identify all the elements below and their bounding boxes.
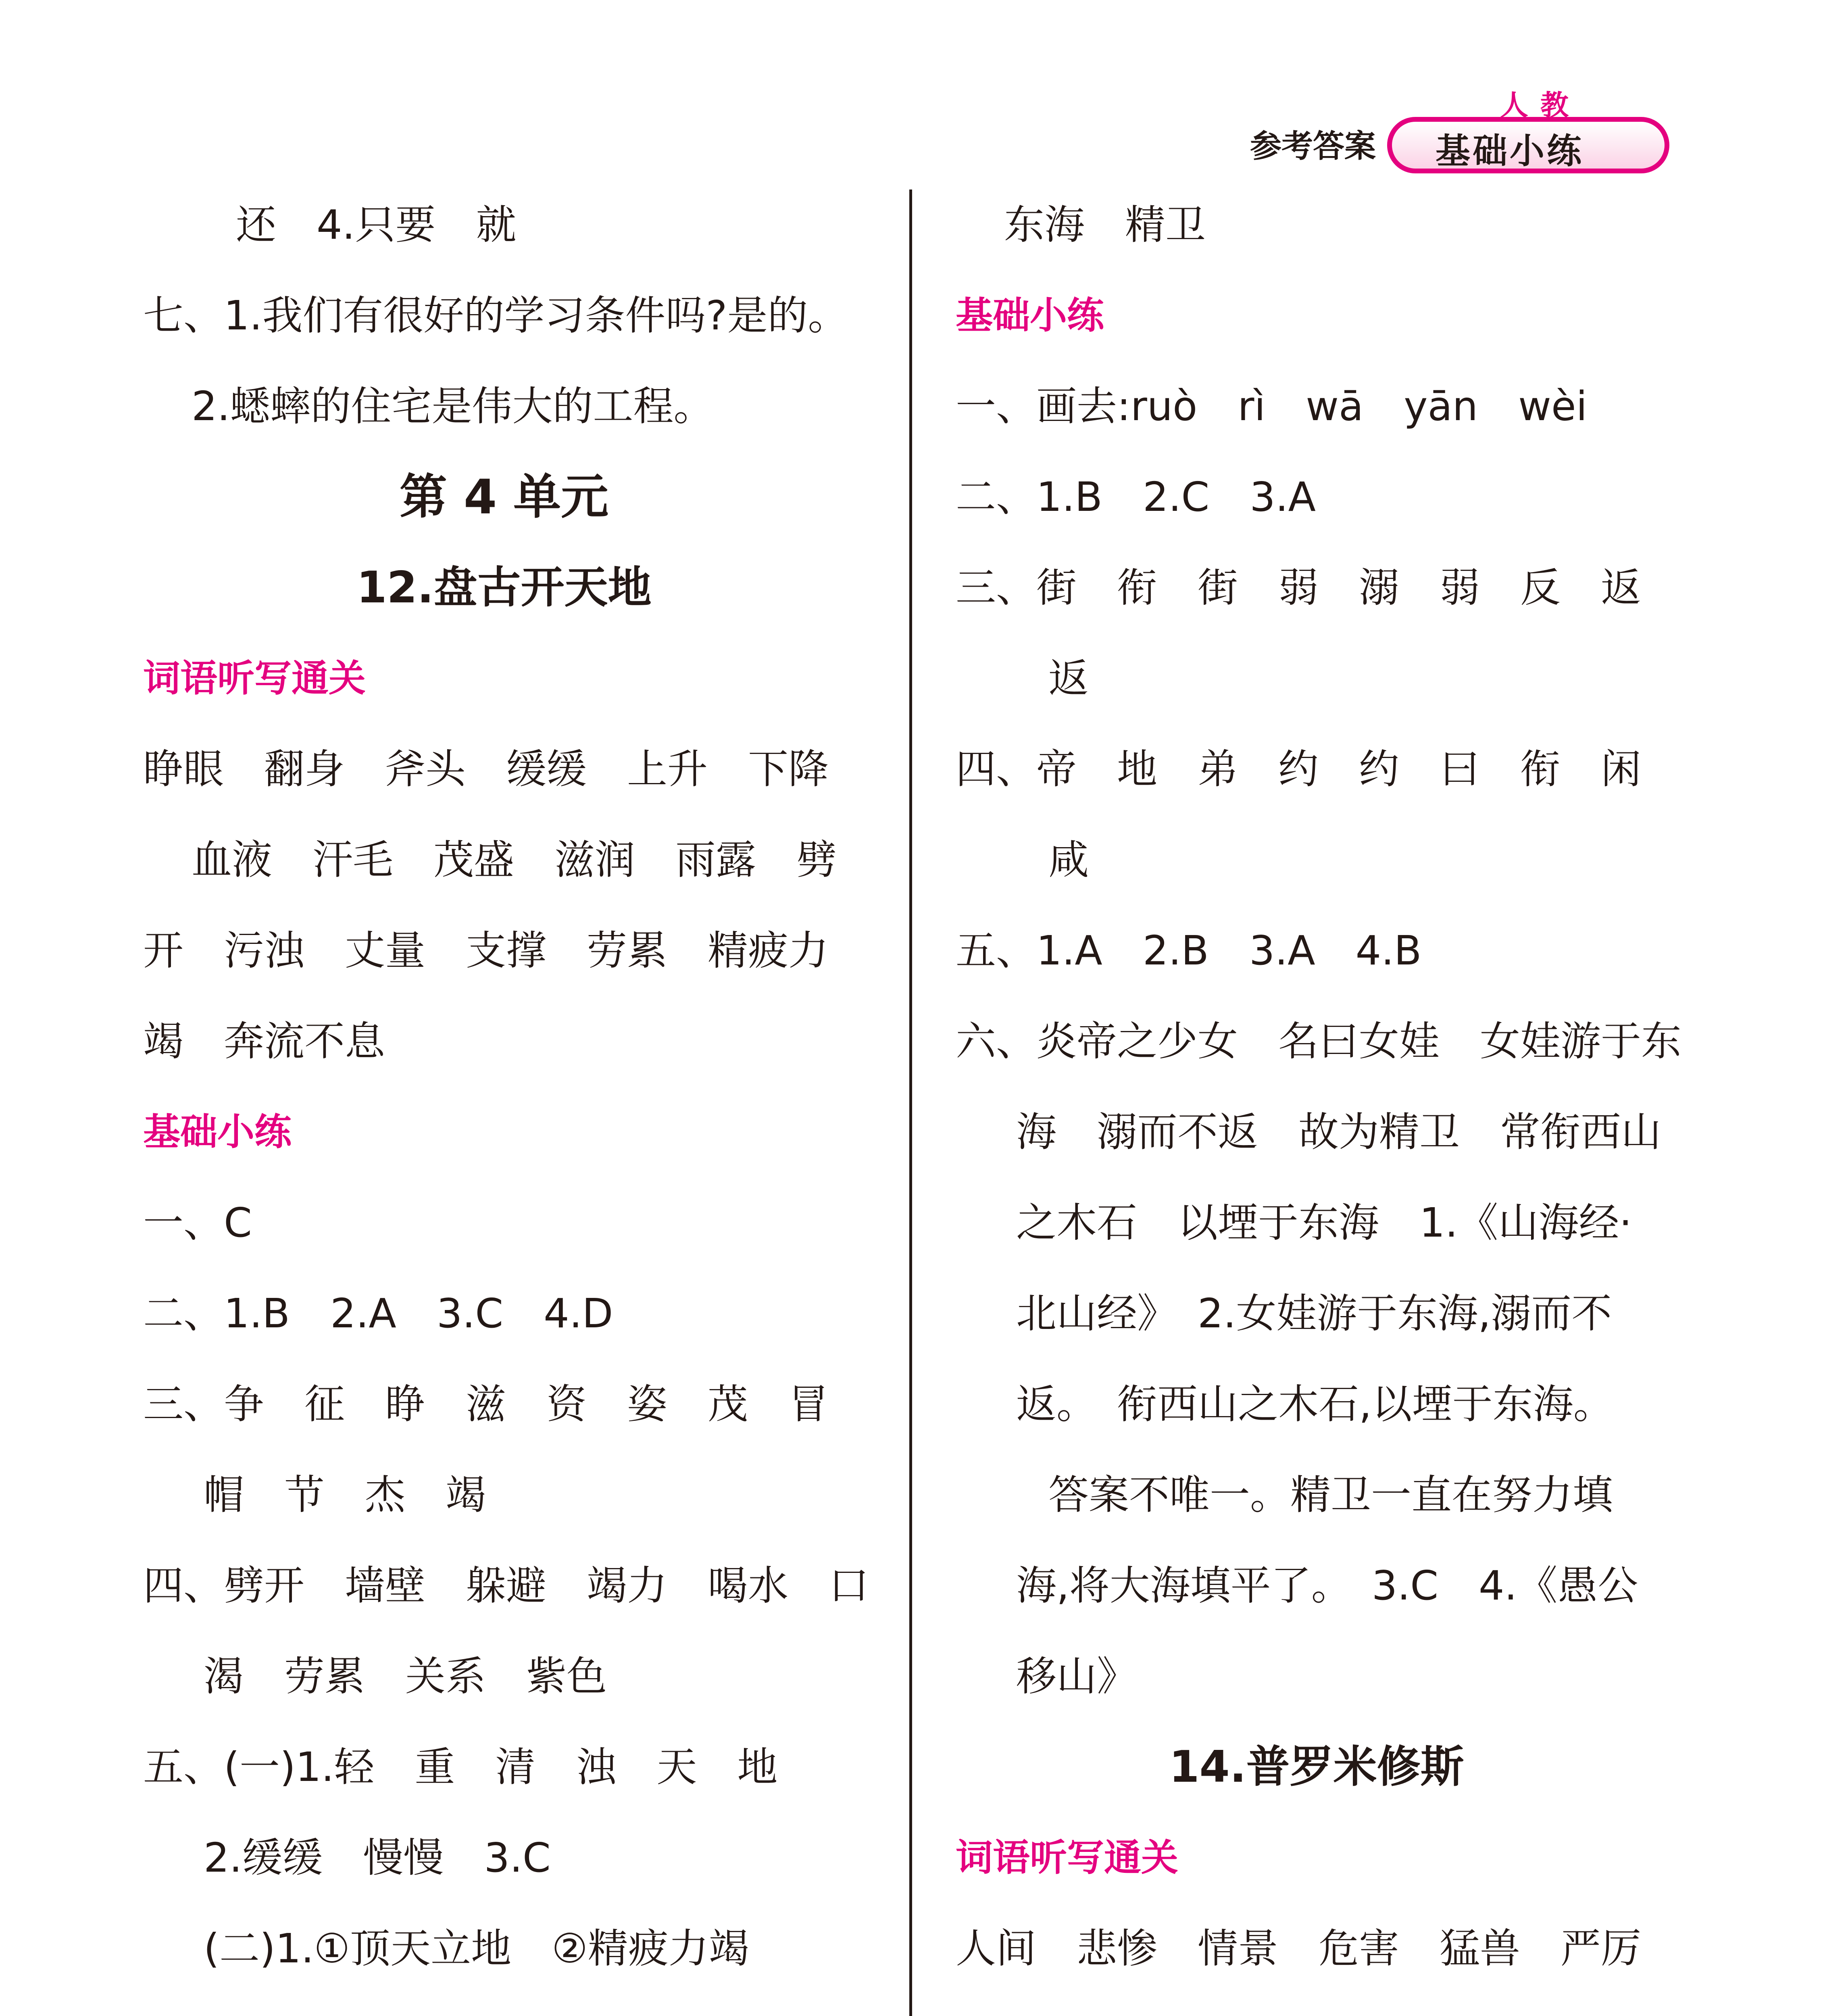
header-sup-text: 人教 <box>1500 89 1581 122</box>
lesson-title: 14.普罗米修斯 <box>1169 1742 1464 1792</box>
header-label: 参考答案 <box>1250 128 1376 165</box>
section-heading: 词语听写通关 <box>956 1836 1179 1879</box>
section-heading: 基础小练 <box>143 1110 292 1154</box>
answer-line: 东海 精卫 <box>1004 201 1206 248</box>
answer-line: 人间 悲惨 情景 危害 猛兽 严厉 <box>956 1925 1641 1972</box>
answer-line: 渴 劳累 关系 紫色 <box>204 1653 607 1700</box>
answer-line: 六、炎帝之少女 名曰女娃 女娃游于东 <box>956 1018 1681 1065</box>
answer-line: 二、1.B 2.A 3.C 4.D <box>143 1290 613 1337</box>
unit-title: 第 4 单元 <box>399 469 609 525</box>
answer-line: 一、C <box>143 1199 252 1246</box>
right-column <box>956 179 1681 2016</box>
section-heading: 基础小练 <box>956 294 1104 337</box>
answer-line: (二)1.①顶天立地 ②精疲力竭 <box>204 1925 749 1972</box>
answer-line: 五、(一)1.轻 重 清 浊 天 地 <box>143 1743 778 1791</box>
answer-line: 移山》 <box>1016 1653 1137 1700</box>
answer-line: 还 4.只要 就 <box>236 201 517 248</box>
header-pill-text: 基础小练 <box>1436 131 1584 171</box>
answer-line: 四、劈开 墙壁 躲避 竭力 喝水 口 <box>143 1562 869 1609</box>
answer-line: 四、帝 地 弟 约 约 曰 衔 闲 <box>956 746 1641 793</box>
answer-line: 二、1.B 2.C 3.A <box>956 473 1316 521</box>
answer-line: 答案不唯一。精卫一直在努力填 <box>1048 1471 1613 1518</box>
answer-line: 一、画去:ruò rì wā yān wèi <box>956 383 1588 430</box>
lesson-title: 12.盘古开天地 <box>356 562 652 613</box>
answer-line: 帽 节 杰 竭 <box>204 1471 486 1518</box>
left-column <box>143 179 869 2016</box>
answer-line: 2.蟋蟀的住宅是伟大的工程。 <box>192 383 714 430</box>
answer-line: 2.缓缓 慢慢 3.C <box>204 1834 551 1881</box>
answer-line: 血液 汗毛 茂盛 滋润 雨露 劈 <box>192 836 837 883</box>
answer-line: 三、争 征 睁 滋 资 姿 茂 冒 <box>143 1381 829 1428</box>
answer-line: 睁眼 翻身 斧头 缓缓 上升 下降 <box>143 746 829 793</box>
answer-line: 海 溺而不返 故为精卫 常衔西山 <box>1016 1108 1661 1156</box>
answer-line: 返 <box>1048 655 1089 702</box>
answer-line <box>143 1994 865 2016</box>
column-divider <box>909 190 912 2016</box>
answer-line: 开 污浊 丈量 支撑 劳累 精疲力 <box>143 927 829 974</box>
section-heading: 词语听写通关 <box>143 657 366 700</box>
answer-line: 五、1.A 2.B 3.A 4.B <box>956 927 1422 974</box>
answer-line: 之木石 以堙于东海 1.《山海经· <box>1016 1199 1632 1246</box>
answer-line: 海,将大海填平了。 3.C 4.《愚公 <box>1016 1562 1638 1609</box>
answer-line <box>956 1994 1677 2016</box>
answer-line: 三、街 衔 街 弱 溺 弱 反 返 <box>956 564 1641 611</box>
answer-line: 竭 奔流不息 <box>143 1018 385 1065</box>
answer-line: 返。 衔西山之木石,以堙于东海。 <box>1016 1381 1614 1428</box>
answer-line: 北山经》 2.女娃游于东海,溺而不 <box>1016 1290 1612 1337</box>
answer-line: 七、1.我们有很好的学习条件吗?是的。 <box>143 292 848 339</box>
answer-line: 咸 <box>1048 836 1089 883</box>
